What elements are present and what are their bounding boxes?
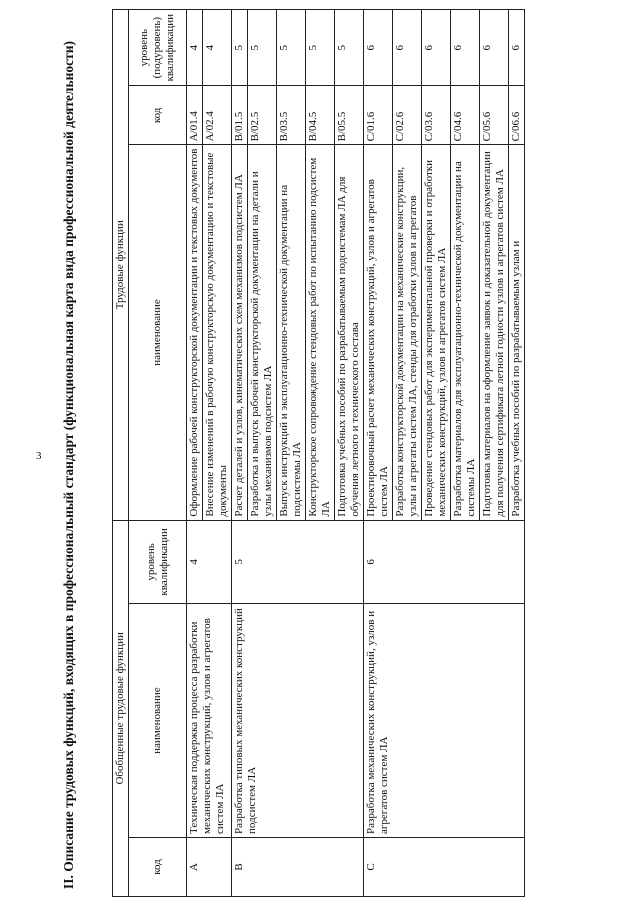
group-level: 5 xyxy=(232,520,364,604)
level-header: уровень квалификации xyxy=(129,520,187,604)
function-code: C/03.6 xyxy=(422,86,451,145)
function-level: 4 xyxy=(203,10,232,86)
function-level: 5 xyxy=(232,10,248,86)
function-level: 6 xyxy=(393,10,422,86)
group-code: C xyxy=(364,837,525,896)
function-code: A/02.4 xyxy=(203,86,232,145)
function-level: 5 xyxy=(277,10,306,86)
function-code: B/03.5 xyxy=(277,86,306,145)
function-code: C/01.6 xyxy=(364,86,393,145)
function-code: C/06.6 xyxy=(509,86,525,145)
function-code: B/05.5 xyxy=(335,86,364,145)
page-number: 3 xyxy=(36,450,42,462)
function-code: B/02.5 xyxy=(248,86,277,145)
group-name: Техническая поддержка процесса разработки механических конструкций, узлов и агрегатов систем ЛА xyxy=(187,604,232,838)
function-code: B/04.5 xyxy=(306,86,335,145)
group-level: 4 xyxy=(187,520,232,604)
function-level: 6 xyxy=(451,10,480,86)
function-name: Разработка конструкторской документации на механические конструкции, узлы и агрегаты систем ЛА, стенды для отработки узлов и агрегатов xyxy=(393,145,422,520)
header-row-2 xyxy=(129,10,187,897)
function-level: 5 xyxy=(306,10,335,86)
group-name: Разработка механических конструкций, узлов и агрегатов систем ЛА xyxy=(364,604,525,838)
generalized-functions-header: Обобщенные трудовые функции xyxy=(113,520,129,896)
function-code-header: код xyxy=(129,86,187,145)
function-level: 5 xyxy=(248,10,277,86)
function-code: C/02.6 xyxy=(393,86,422,145)
function-level: 6 xyxy=(364,10,393,86)
function-name: Проведение стендовых работ для экспериментальной проверки и отработки механических конструкций, узлов и агрегатов систем ЛА xyxy=(422,145,451,520)
section-title: II. Описание трудовых функций, входящих в профессиональный стандарт (функциональная карта вида профессиональной деятельности) xyxy=(61,40,76,890)
function-name-header: наименование xyxy=(129,145,187,520)
function-name: Выпуск инструкций и эксплуатационно-технической документации на подсистемы ЛА xyxy=(277,145,306,520)
function-name: Подготовка учебных пособий по разрабатываемым подсистемам ЛА для обучения летного и технического состава xyxy=(335,145,364,520)
function-name: Разработка учебных пособий по разрабатываемым узлам и xyxy=(509,145,525,520)
function-level: 6 xyxy=(509,10,525,86)
function-name: Разработка материалов для эксплуатационно-технической документации на системы ЛА xyxy=(451,145,480,520)
group-code: B xyxy=(232,837,364,896)
function-level: 6 xyxy=(422,10,451,86)
table-row xyxy=(232,10,248,897)
function-name: Проектировочный расчет механических конструкций, узлов и агрегатов систем ЛА xyxy=(364,145,393,520)
function-name: Конструкторское сопровождение стендовых работ по испытанию подсистем ЛА xyxy=(306,145,335,520)
function-name: Подготовка материалов на оформление заявок и доказательной документации для получения сертификата летной годности узлов и агрегатов систем ЛА xyxy=(480,145,509,520)
labor-functions-header: Трудовые функции xyxy=(113,10,129,521)
function-name: Внесение изменений в рабочую конструкторскую документацию и текстовые документы xyxy=(203,145,232,520)
header-row-1 xyxy=(113,10,129,897)
table-row xyxy=(187,10,203,897)
function-code: A/01.4 xyxy=(187,86,203,145)
functional-map-table xyxy=(112,9,525,897)
function-code: C/05.6 xyxy=(480,86,509,145)
group-level: 6 xyxy=(364,520,525,604)
function-level: 5 xyxy=(335,10,364,86)
sublevel-header: уровень (подуровень) квалификации xyxy=(129,10,187,86)
function-name: Разработка и выпуск рабочей конструкторской документации на детали и узлы механизмов подсистем ЛА xyxy=(248,145,277,520)
table-row xyxy=(364,10,393,897)
function-name: Оформление рабочей конструкторской документации и текстовых документов xyxy=(187,145,203,520)
group-code: A xyxy=(187,837,232,896)
group-name: Разработка типовых механических конструкций подсистем ЛА xyxy=(232,604,364,838)
code-header: код xyxy=(129,837,187,896)
function-code: B/01.5 xyxy=(232,86,248,145)
function-level: 4 xyxy=(187,10,203,86)
function-code: C/04.6 xyxy=(451,86,480,145)
function-name: Расчет деталей и узлов, кинематических схем механизмов подсистем ЛА xyxy=(232,145,248,520)
name-header: наименование xyxy=(129,604,187,838)
function-level: 6 xyxy=(480,10,509,86)
